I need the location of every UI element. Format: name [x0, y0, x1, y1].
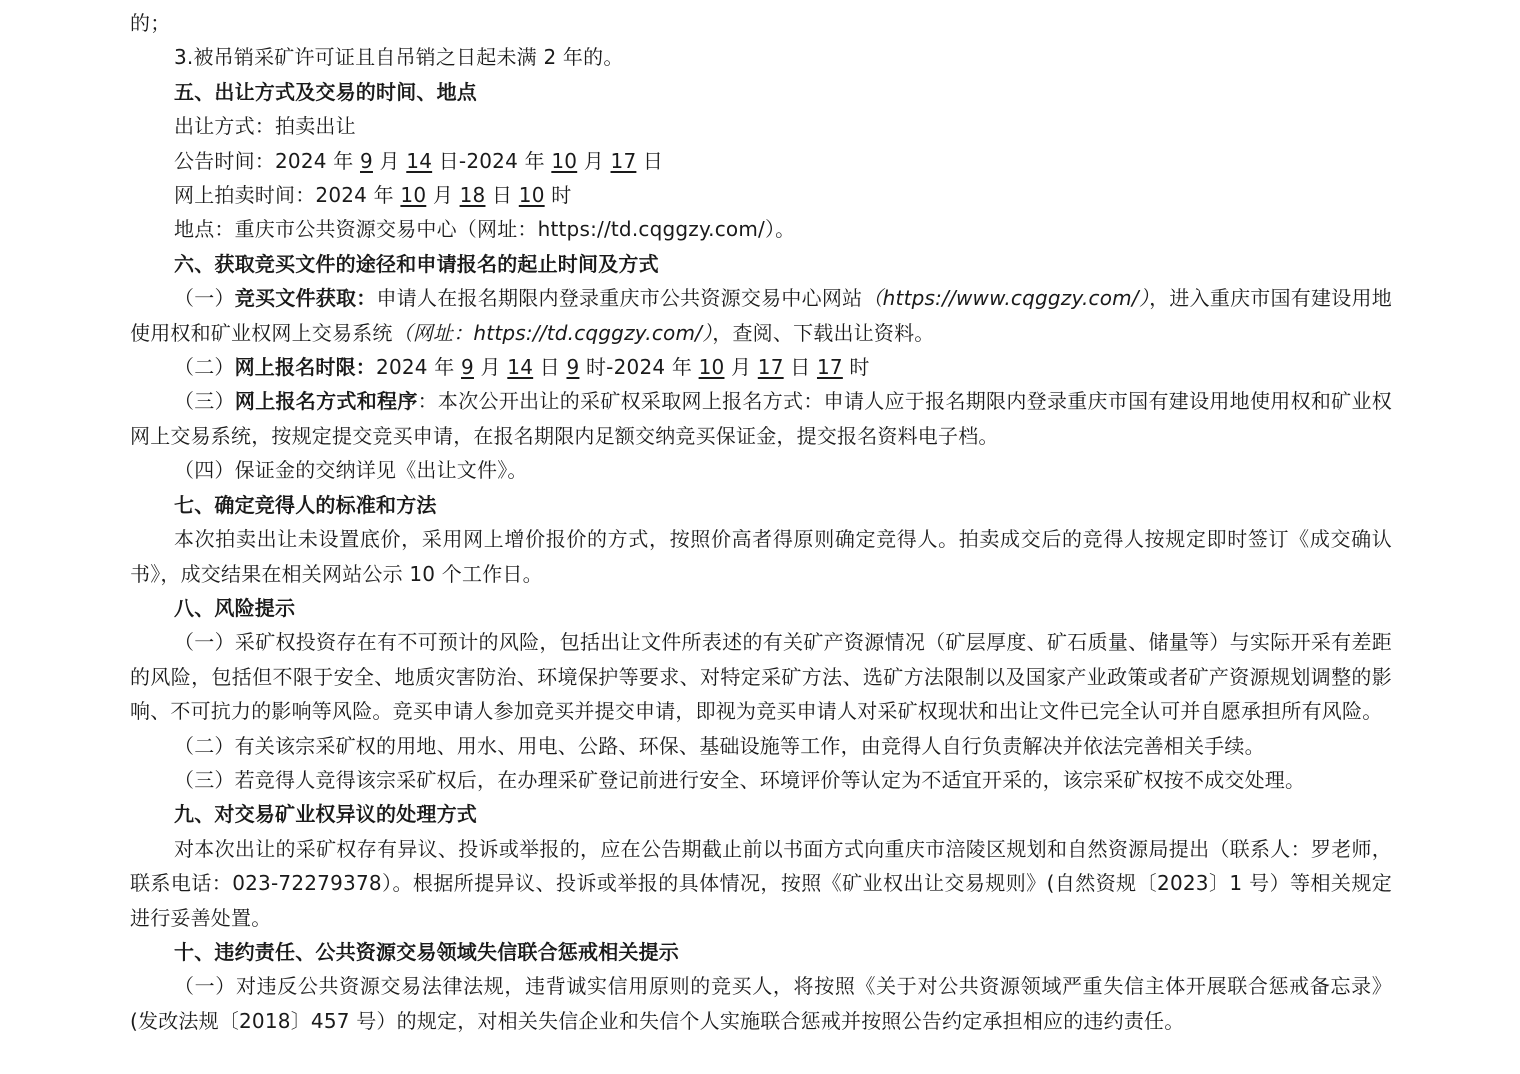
text-span: 日-2024 年: [432, 148, 552, 173]
underlined-value: 9: [566, 355, 580, 380]
paragraph: 的；: [130, 11, 171, 35]
underlined-value: 18: [459, 183, 486, 208]
section-heading: 九、对交易矿业权异议的处理方式: [174, 802, 477, 827]
text-span: 月: [577, 148, 611, 173]
underlined-value: 9: [360, 148, 373, 173]
section-heading: 五、出让方式及交易的时间、地点: [174, 79, 477, 104]
section-heading: 七、确定竞得人的标准和方法: [174, 492, 437, 517]
underlined-value: 17: [610, 148, 637, 173]
text-span: 日: [533, 355, 567, 380]
underlined-value: 17: [816, 355, 843, 380]
url-text: （https://www.cqggzy.com/）: [862, 286, 1150, 311]
section-heading: 八、风险提示: [174, 595, 296, 620]
item-number: （三）: [174, 389, 235, 414]
text-span: 时: [842, 355, 870, 380]
text-span: 月: [372, 148, 407, 173]
underlined-value: 17: [757, 355, 784, 380]
underlined-value: 10: [400, 183, 427, 208]
item-label: 网上报名方式和程序: [234, 389, 418, 414]
text-span: ：本次公开出让的采矿权采取网上报名方式：申请人应于报名期限内登录重庆市国有建设用地使用权和矿业权网上交易系统，按规定提交竞买申请，在报名期限内足额交纳竞买保证金，提交报名资料电子档。: [130, 389, 1392, 448]
underlined-value: 9: [461, 355, 474, 380]
item-number: （二）: [174, 355, 235, 380]
underlined-value: 10: [518, 183, 545, 208]
text-span: 时-2024 年: [579, 355, 699, 380]
paragraph: （三）若竞得人竞得该宗采矿权后，在办理采矿登记前进行安全、环境评价等认定为不适宜开采的，该宗采矿权按不成交处理。: [174, 767, 1306, 792]
text-span: 月: [473, 355, 508, 380]
text-span: 日: [783, 355, 817, 380]
paragraph: 对本次出让的采矿权存有异议、投诉或举报的，应在公告期截止前以书面方式向重庆市涪陵区规划和自然资源局提出（联系人：罗老师，联系电话：023-72279378）。根据所提异议、投诉或举报的具体情况，按照《矿业权出让交易规则》(自然资规〔2023〕1 号）等相关规定进行妥善处置。: [130, 836, 1392, 930]
text-span: 2024 年: [376, 355, 462, 380]
paragraph: [130, 281, 1392, 350]
text-span: ，进入重庆市国有建设用地使用权和矿业权网上交易系统: [130, 286, 1392, 345]
paragraph: （一）对违反公共资源交易法律法规，违背诚实信用原则的竞买人，将按照《关于对公共资源领域严重失信主体开展联合惩戒备忘录》(发改法规〔2018〕457 号）的规定，对相关失信企业和失信个人实施联合惩戒并按照公告约定承担相应的违约责任。: [130, 974, 1392, 1033]
paragraph: （二）有关该宗采矿权的用地、用水、用电、公路、环保、基础设施等工作，由竞得人自行负责解决并依法完善相关手续。: [174, 733, 1265, 758]
text-span: 申请人在报名期限内登录重庆市公共资源交易中心网站: [376, 286, 863, 311]
paragraph: （四）保证金的交纳详见《出让文件》。: [174, 458, 528, 483]
underlined-value: 14: [406, 148, 433, 173]
paragraph: 本次拍卖出让未设置底价，采用网上增价报价的方式，按照价高者得原则确定竞得人。拍卖成交后的竞得人按规定即时签订《成交确认书》，成交结果在相关网站公示 10 个工作日。: [130, 527, 1392, 586]
paragraph: 地点：重庆市公共资源交易中心（网址：https://td.cqggzy.com/）。: [174, 217, 796, 242]
item-label: 竞买文件获取：: [234, 286, 377, 311]
text-span: 网上拍卖时间：2024 年: [174, 183, 401, 208]
text-span: 日: [485, 183, 519, 208]
underlined-value: 10: [698, 355, 725, 380]
text-span: 时: [544, 183, 572, 208]
text-span: ，查阅、下载出让资料。: [712, 320, 935, 345]
item-label: 网上报名时限：: [234, 355, 377, 380]
notice-time: [130, 144, 1392, 178]
item-number: （一）: [174, 286, 235, 311]
section-heading: 六、获取竞买文件的途径和申请报名的起止时间及方式: [174, 251, 659, 276]
document-page: [130, 6, 1392, 1038]
paragraph: （一）采矿权投资存在有不可预计的风险，包括出让文件所表述的有关矿产资源情况（矿层厚度、矿石质量、储量等）与实际开采有差距的风险，包括但不限于安全、地质灾害防治、环境保护等要求、对特定采矿方法、选矿方法限制以及国家产业政策或者矿产资源规划调整的影响、不可抗力的影响等风险。竞买申请人参加竞买并提交申请，即视为竞买申请人对采矿权现状和出让文件已完全认可并自愿承担所有风险。: [130, 630, 1392, 724]
paragraph: 出让方式：拍卖出让: [174, 114, 356, 139]
text-span: 月: [426, 183, 460, 208]
text-span: 月: [724, 355, 758, 380]
text-span: 公告时间：2024 年: [174, 148, 361, 173]
auction-time: [130, 178, 1392, 212]
paragraph: [130, 350, 1392, 384]
text-span: 日: [636, 148, 664, 173]
section-heading: 十、违约责任、公共资源交易领域失信联合惩戒相关提示: [174, 939, 679, 964]
paragraph: 3.被吊销采矿许可证且自吊销之日起未满 2 年的。: [174, 45, 624, 70]
underlined-value: 10: [551, 148, 578, 173]
paragraph: [130, 384, 1392, 453]
url-text: （网址：https://td.cqggzy.com/）: [392, 320, 713, 345]
underlined-value: 14: [507, 355, 534, 380]
